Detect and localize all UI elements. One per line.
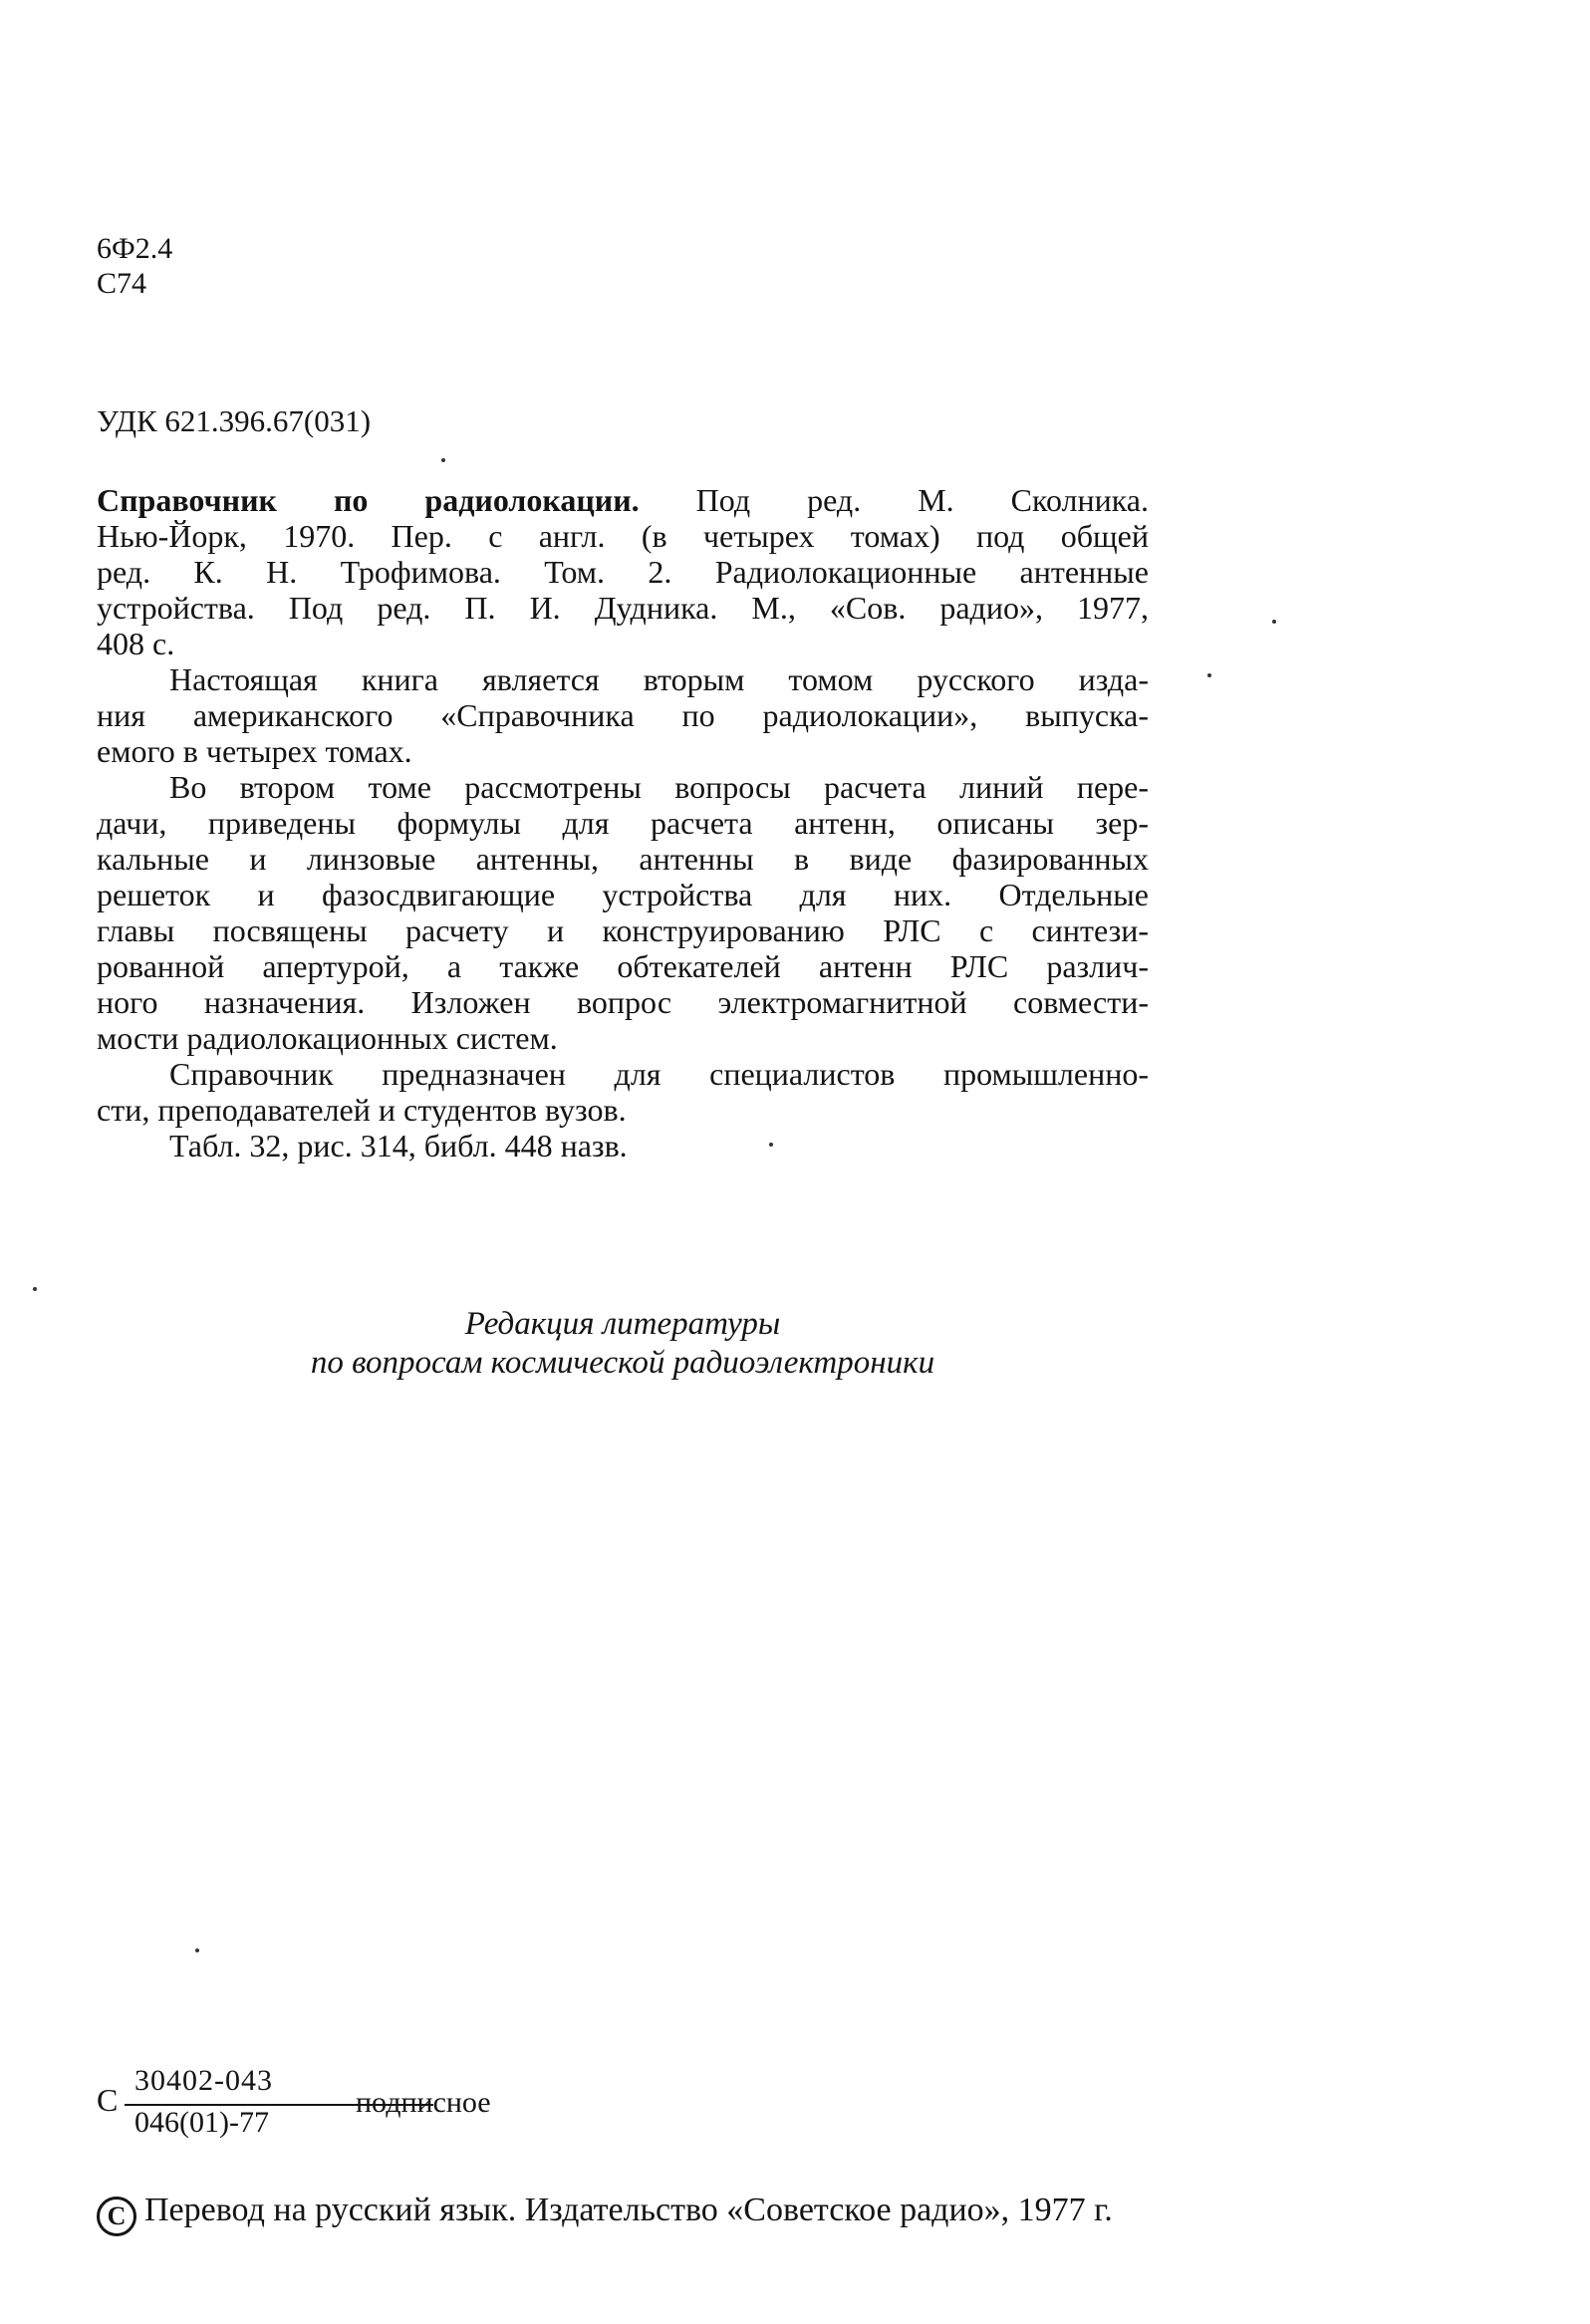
reference-title: Справочник по радиолокации.: [97, 482, 640, 518]
annotation-line: Настоящая книга является вторым томом русского изда-: [169, 661, 1149, 697]
annotation-line: Во втором томе рассмотрены вопросы расчета линий пере-: [169, 769, 1149, 805]
print-speck: [1272, 620, 1276, 624]
print-speck: [441, 458, 445, 462]
author-mark: С74: [97, 267, 147, 300]
editorial-department: [97, 1305, 1149, 1383]
annotation-line: дачи, приведены формулы для расчета антенн, описаны зер-: [97, 805, 1149, 841]
annotation-line: кальные и линзовые антенны, антенны в виде фазированных: [97, 841, 1149, 877]
annotation-stats: Табл. 32, рис. 314, библ. 448 назв.: [169, 1128, 628, 1163]
copyright-line: [97, 2192, 1113, 2236]
editorial-line: Редакция литературы: [464, 1306, 781, 1342]
print-speck: [33, 1287, 37, 1291]
index-denominator: 046(01)-77: [134, 2106, 269, 2139]
bbk-code: 6Ф2.4: [97, 232, 173, 265]
index-numerator: 30402-043: [134, 2064, 273, 2097]
udk-code: УДК 621.396.67(031): [97, 403, 372, 438]
reference-line: 408 с.: [97, 626, 175, 661]
copyright-text: Перевод на русский язык. Издательство «Советское радио», 1977 г.: [144, 2192, 1113, 2228]
annotation-line: главы посвящены расчету и конструированию РЛС с синтези-: [97, 912, 1149, 948]
reference-line: ред. К. Н. Трофимова. Том. 2. Радиолокационные антенные: [97, 554, 1149, 590]
print-speck: [195, 1948, 199, 1952]
annotation-line: емого в четырех томах.: [97, 733, 412, 769]
reference-line: Нью-Йорк, 1970. Пер. с англ. (в четырех томах) под общей: [97, 518, 1149, 554]
reference-line: устройства. Под ред. П. И. Дудника. М., «Сов. радио», 1977,: [97, 590, 1149, 626]
annotation-line: мости радиолокационных систем.: [97, 1020, 558, 1056]
reference-line: [97, 482, 1149, 518]
subscription-label: подписное: [356, 2086, 491, 2119]
annotation-line: ного назначения. Изложен вопрос электромагнитной совмести-: [97, 984, 1149, 1020]
publisher-index-code: [97, 2062, 545, 2142]
copyright-icon: C: [97, 2196, 136, 2236]
index-prefix: С: [97, 2082, 119, 2118]
reference-editor: Под ред. М. Сколника.: [639, 482, 1149, 518]
print-speck: [769, 1143, 773, 1147]
annotation-line: рованной апертурой, а также обтекателей антенн РЛС различ-: [97, 948, 1149, 984]
annotation-line: решеток и фазосдвигающие устройства для них. Отдельные: [97, 877, 1149, 912]
bibliographic-block: [97, 482, 1149, 1163]
annotation-line: сти, преподавателей и студентов вузов.: [97, 1092, 627, 1128]
editorial-line: по вопросам космической радиоэлектроники: [310, 1345, 935, 1381]
print-speck: [1207, 673, 1211, 677]
library-codes: [97, 231, 172, 301]
annotation-line: Справочник предназначен для специалистов промышленно-: [169, 1056, 1149, 1092]
annotation-line: ния американского «Справочника по радиолокации», выпуска-: [97, 697, 1149, 733]
